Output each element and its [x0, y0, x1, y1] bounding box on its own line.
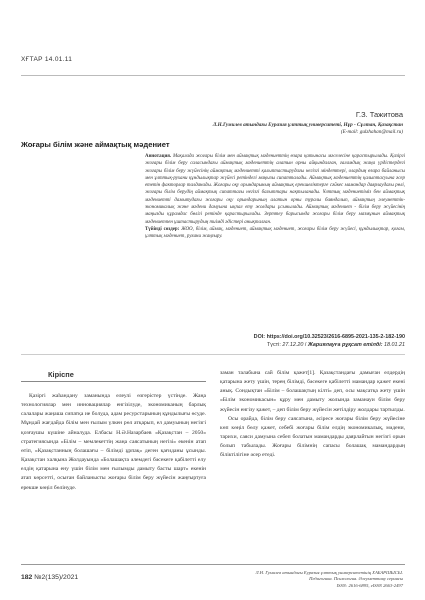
abstract-text: Мақалада жоғары білім мен аймақтық мәдениеттің өзара қатынасы мәселесіне қарастырылады. Қазіргі жоғары білім беру саласындағы аймақтық мәдениеттің алатын орны айқындалған, ғаламдық жаңа үрдістердегі жоғары білім беру жүйесінің аймақтық мәдениетті қалыптастырудағы негізгі міндеттері, олардың өзара байланысы мен ұлттық-рухани құндылықтар жүйесі ретіндегі маңызы сипатталады. Аймақтық мәдениеттің қалыптасуына әсер ететін факторлар талданады. Жоғары оқу орындарының аймақтық ерекшеліктерге сәйкес мамандар даярлаудағы рөлі, жоғары білім берудің аймақтық сипаттағы негізгі бағыттары нақтыланады. Ұлттық мәдениетіміз бен аймақтық мәдениетті дамытудағы жоғары оқу орындарының алатын орны туралы баяндалып, аймақтың әлеуметтік-экономикалық және мәдени дамуына ықпал ету жолдары ұсынылады. Аймақтық мәдениет - білім беру жүйесінің маңызды құрамдас бөлігі ретінде қарастырылады. Зерттеу барысында жоғары білім беру мазмұнын аймақтық мәдениетпен ұштастырудың тиімді әдістері анықталған. [145, 154, 405, 225]
intro-heading-underline [21, 381, 206, 382]
author-affiliation [103, 122, 403, 136]
section-divider [21, 354, 405, 355]
footer-divider [21, 564, 405, 565]
page-footer [21, 574, 78, 581]
author-email: (E-mail: gulzhahan@mail.ru) [340, 129, 403, 135]
received-date: 27.12.20 [282, 342, 304, 348]
body-column-right [220, 369, 405, 461]
journal-info [256, 570, 404, 589]
received-label: Түсті: [266, 342, 281, 348]
journal-code: ХҒТАР 14.01.11 [21, 56, 73, 63]
doi-block: DOI: https://doi.org/10.32523/2616-6895-2021-135-2-182-190 Түсті: 27.12.20 / Жариялауға рұқсат етілді: 18.01.21 [253, 334, 405, 348]
paragraph: Осы орайда, білім беру саясатына, әсіресе жоғары білім беру жүйесіне көп көңіл бөлу қажет, себебі жоғары білім елдің экономикалық, мәдени, тарихи, саяси дамуына себеп болатын мамандарды даярлайтын негізгі орын болып табылады. Жоғары білімнің сапасы болашақ мамандардың біліктілігіне әсер етеді. [220, 415, 405, 459]
page-number: 182 [21, 574, 33, 581]
doi-label: DOI: [253, 334, 266, 340]
issue-number: №2(135)/2021 [34, 574, 79, 581]
accepted-label: Жариялауға рұқсат етілді: [307, 342, 383, 348]
intro-heading: Кіріспе [48, 370, 74, 379]
affiliation-university: Л.Н.Гумилев атындағы Еуразия ұлттық университеті, [212, 122, 343, 128]
affiliation-city: Нұр - Сұлтан, Қазақстан [343, 122, 403, 128]
journal-name: Л.Н. Гумилев атындағы Еуразия ұлттық университетінің ХАБАРШЫСЫ. [255, 570, 403, 575]
paragraph: заман талабына сай білім қажет[1]. Қазақстандағы дамыған елдердің қатарына жету үшін, терең білімді, бәсекеге қабілетті мамандар қажет екені анық. Сондықтан «Білім – болашақтың кілті» деп, осы мақсатқа жету үшін «Білім экономикасын» құру мен дамыту жолында заманауи білім беру жүйесін енгізу қажет, – деп білім беру жүйесін жетілдіру жолдары тартылды. [220, 370, 405, 413]
keywords-label: Түйінді сөздер: [145, 226, 180, 232]
doi-link[interactable]: https://doi.org/10.32523/2616-6895-2021-135-2-182-190 [266, 334, 405, 340]
abstract-label: Аннотация. [145, 154, 172, 159]
abstract-block [145, 153, 405, 240]
journal-issn: ISSN: 2616-6895, eISSN 2663-2497 [336, 582, 403, 588]
article-title: Жоғары білім және аймақтық мәдениет [21, 140, 170, 149]
author-name: Г.З. Тажитова [355, 110, 403, 119]
journal-series: Педагогика. Психология. Әлеуметтану сериясы [309, 576, 403, 582]
body-column-left [21, 392, 206, 493]
header-divider [21, 75, 405, 76]
accepted-date: 18.01.21 [384, 342, 405, 348]
paragraph: Қазіргі жаһандану заманында елеулі өзгерістер үстінде. Жаңа технологиялар мен инновациялар енгізілуде, экономиканың барлық салалары жаңаша сипатқа ие болуда, адам ресурстарының құндылығы өсуде. Мұндай жағдайда білім мен ғылым үлкен рөл атқарып, ел дамуының негізгі қозғаушы күшіне айналуда. Елбасы Н.Ә.Назарбаев «Қазақстан – 2050» стратегиясында «Білім – мемлекеттің жаңа саясатының негізі» екенін атап өтіп, «Қазақстанның болашағы – білімді ұрпақ» деген қағиданы ұсынды. Қазақстан халқына Жолдауында «Болашақта әлемдегі бәсекеге қабілетті елу елдің қатарына ену үшін білім мен ғылымды дамыту басты шарт» екенін атап көрсетті, осыған байланысты жоғары білім беру жүйесін жаңғыртуға ерекше көңіл бөлінуде. [21, 393, 206, 491]
keywords-text: ЖОО, білім, аймақ, мәдениет, аймақтық мәдениет, жоғары білім беру жүйесі, құндылықтар, қоғам, ұлттық мәдениет, рухани жаңғыру. [145, 226, 405, 240]
